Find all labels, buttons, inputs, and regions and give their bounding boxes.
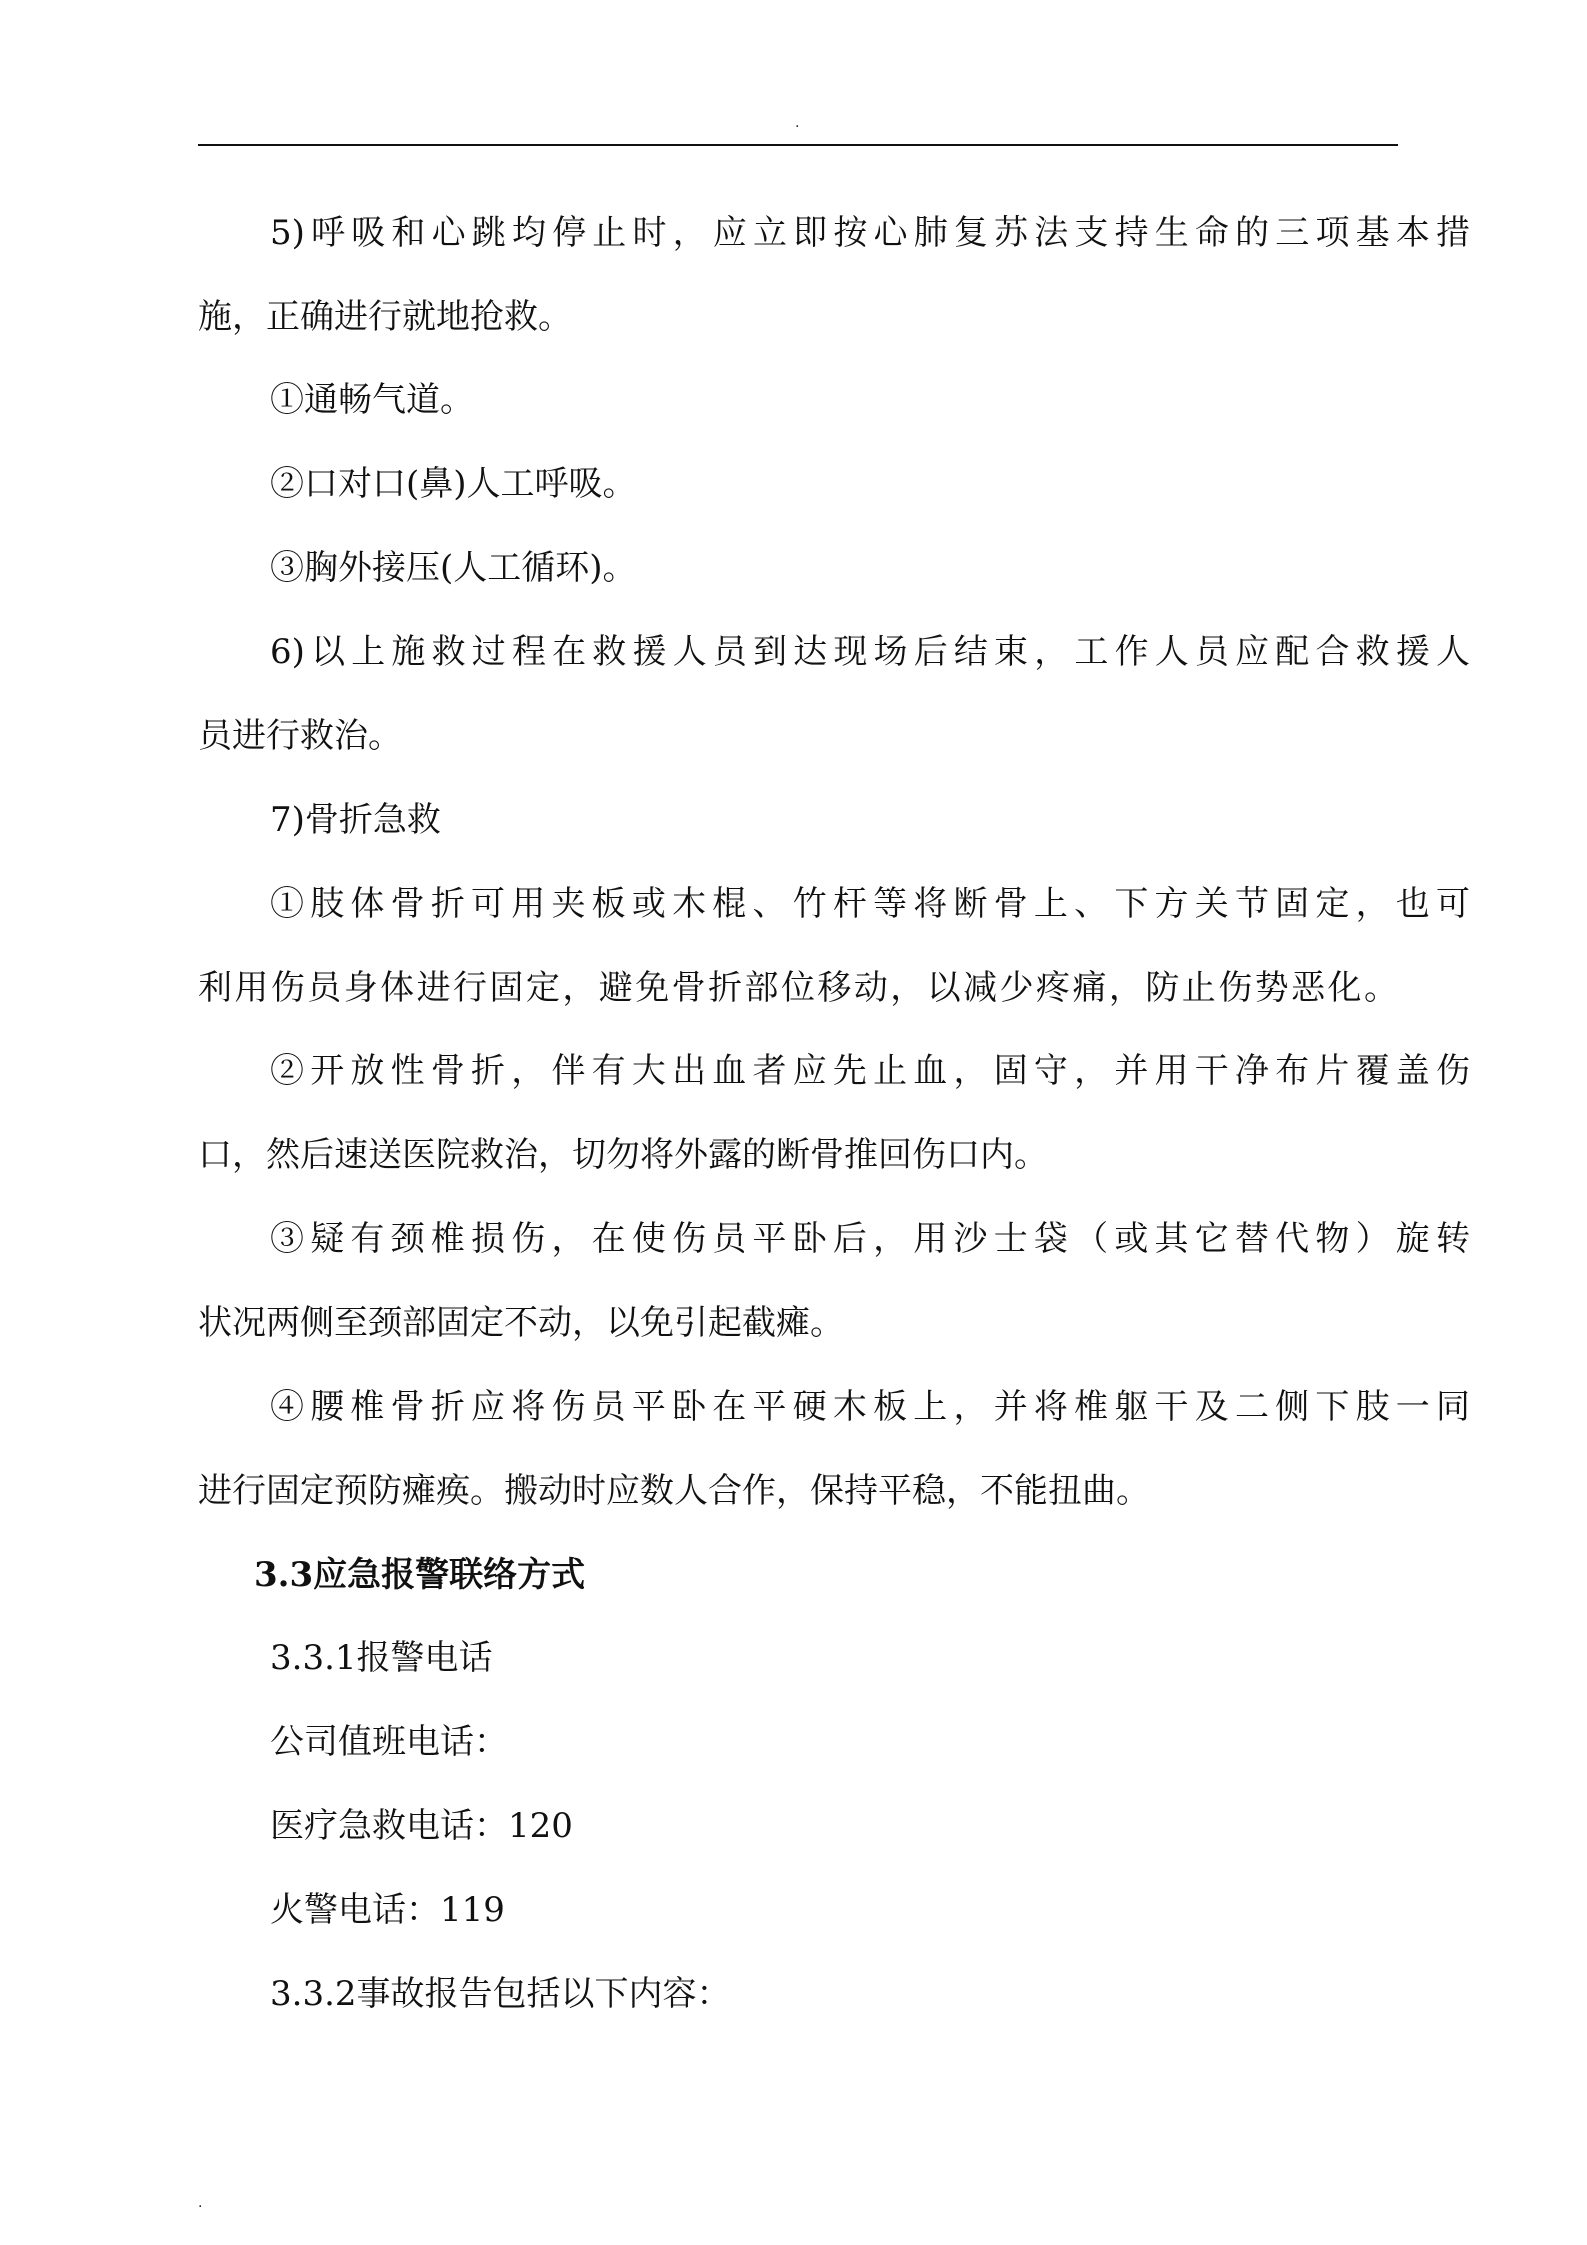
paragraph-line: ③疑有颈椎损伤，在使伤员平卧后，用沙士袋（或其它替代物）旋转 (270, 1219, 1470, 1259)
paragraph-line: 利用伤员身体进行固定，避免骨折部位移动，以减少疼痛，防止伤势恶化。 (198, 968, 1398, 1008)
paragraph-line: 口，然后速送医院救治，切勿将外露的断骨推回伤口内。 (198, 1135, 1048, 1175)
paragraph-line: 6)以上施救过程在救援人员到达现场后结束，工作人员应配合救援人 (270, 632, 1470, 672)
paragraph-line: ①肢体骨折可用夹板或木棍、竹杆等将断骨上、下方关节固定，也可 (270, 884, 1470, 924)
paragraph-line: ③胸外接压(人工循环)。 (270, 548, 637, 588)
header-rule (198, 144, 1398, 146)
paragraph-line: ④腰椎骨折应将伤员平卧在平硬木板上，并将椎躯干及二侧下肢一同 (270, 1387, 1470, 1427)
header-mark: . (795, 115, 800, 131)
paragraph-line: 进行固定预防瘫痪。搬动时应数人合作，保持平稳，不能扭曲。 (198, 1471, 1150, 1511)
subsection-heading: 3.3.2事故报告包括以下内容： (270, 1974, 731, 2014)
paragraph-line: 火警电话：119 (270, 1890, 505, 1930)
paragraph-line: 7)骨折急救 (270, 800, 441, 840)
paragraph-line: 公司值班电话： (270, 1722, 508, 1762)
paragraph-line: 施，正确进行就地抢救。 (198, 297, 572, 337)
footer-mark: . (198, 2195, 203, 2211)
section-heading: 3.3应急报警联络方式 (254, 1555, 586, 1595)
paragraph-line: ②口对口(鼻)人工呼吸。 (270, 464, 637, 504)
paragraph-line: ①通畅气道。 (270, 380, 474, 420)
paragraph-line: 5)呼吸和心跳均停止时，应立即按心肺复苏法支持生命的三项基本措 (270, 213, 1470, 253)
subsection-heading: 3.3.1报警电话 (270, 1638, 493, 1678)
paragraph-line: ②开放性骨折，伴有大出血者应先止血，固守，并用干净布片覆盖伤 (270, 1051, 1470, 1091)
paragraph-line: 医疗急救电话：120 (270, 1806, 573, 1846)
paragraph-line: 状况两侧至颈部固定不动，以免引起截瘫。 (198, 1303, 844, 1343)
paragraph-line: 员进行救治。 (198, 716, 402, 756)
